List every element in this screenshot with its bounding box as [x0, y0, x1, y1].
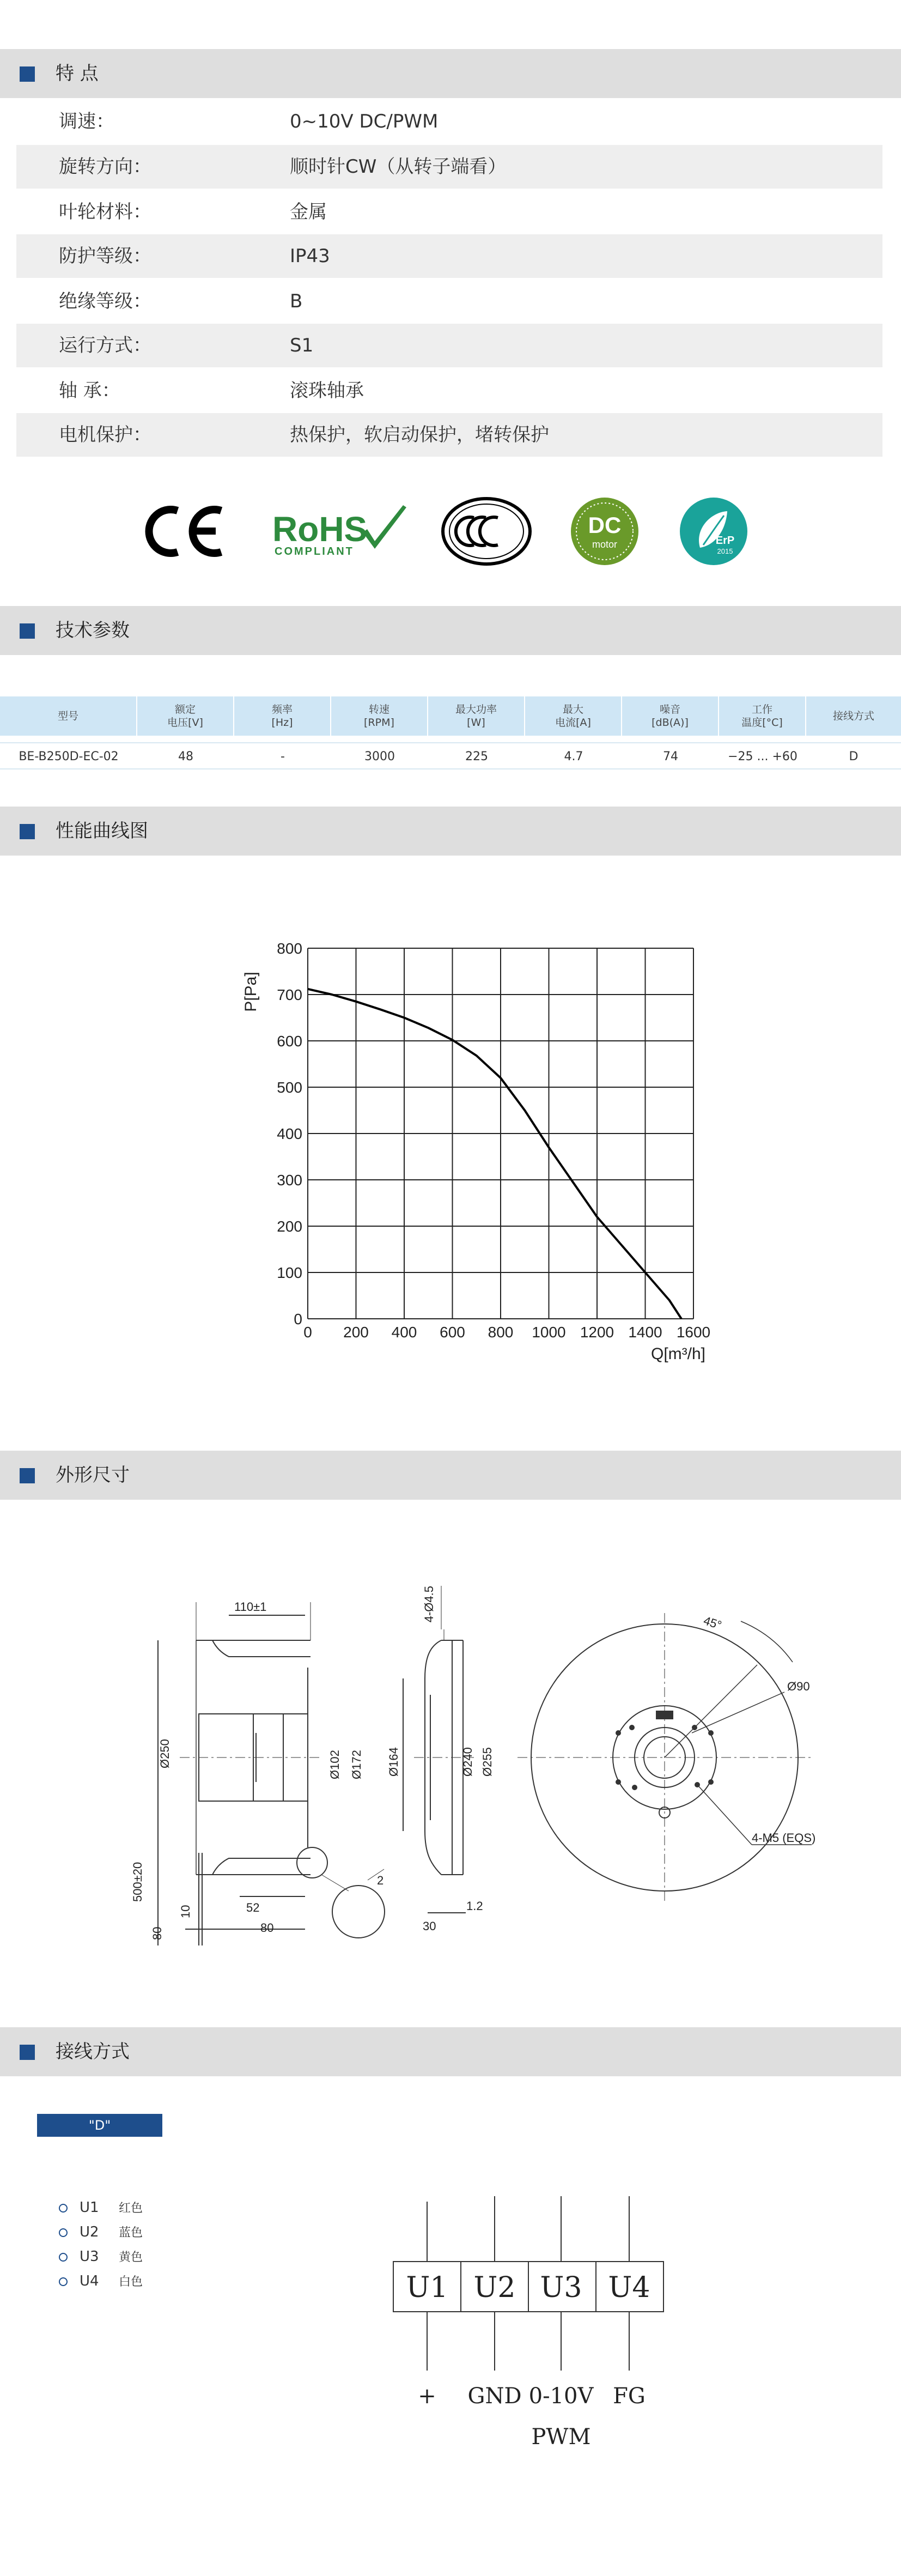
- section-marker-icon: [20, 623, 35, 639]
- spec-cell-frequency: -: [281, 749, 285, 763]
- dim-label: Ø90: [787, 1680, 810, 1693]
- spec-header-cell: 工作 温度[°C]: [719, 696, 806, 736]
- wire-color: 蓝色: [119, 2226, 143, 2240]
- bullet-icon: [59, 2204, 68, 2213]
- dim-label: 80: [260, 1921, 274, 1935]
- x-tick-label: 800: [488, 1324, 514, 1341]
- y-tick-label: 300: [277, 1172, 302, 1189]
- spec-header-cell: 转速 [RPM]: [331, 696, 428, 736]
- feature-label: 轴 承：: [59, 380, 120, 402]
- feature-row: [16, 190, 882, 234]
- wire-legend-item: [59, 2223, 143, 2242]
- spec-header-cell: 最大功率 [W]: [428, 696, 525, 736]
- feature-value: 滚珠轴承: [290, 380, 364, 402]
- terminal-block-diagram: [381, 2191, 686, 2474]
- svg-text:COMPLIANT: COMPLIANT: [275, 545, 354, 557]
- wire-legend-item: [59, 2272, 143, 2291]
- erp-2015-logo: [678, 496, 749, 567]
- signal-label: +: [418, 2384, 436, 2409]
- section-title: 接线方式: [56, 2041, 130, 2063]
- spec-cell-power: 225: [465, 749, 488, 763]
- svg-text:RoHS: RoHS: [272, 510, 368, 549]
- feature-row: [16, 413, 882, 457]
- svg-text:2015: 2015: [717, 547, 733, 555]
- wiring-type-tag: "D": [37, 2114, 162, 2137]
- dim-label: 110±1: [234, 1600, 267, 1614]
- dim-label: Ø255: [480, 1747, 494, 1777]
- feature-value: 顺时针CW（从转子端看）: [290, 156, 507, 178]
- terminal-label: U4: [608, 2271, 650, 2304]
- signal-sub-label: PWM: [531, 2425, 591, 2450]
- dc-motor-logo: [569, 496, 640, 567]
- section-title: 性能曲线图: [56, 820, 148, 842]
- wire-legend-item: [59, 2248, 143, 2266]
- feature-row: [16, 234, 882, 278]
- svg-text:ErP: ErP: [715, 535, 735, 547]
- wire-code: U4: [80, 2273, 99, 2289]
- dim-label: 45°: [702, 1613, 723, 1633]
- wire-code: U2: [80, 2224, 99, 2240]
- dim-label: Ø240: [461, 1747, 474, 1777]
- section-wiring-header: [0, 2027, 901, 2076]
- y-tick-label: 100: [277, 1264, 302, 1281]
- dim-label: 500±20: [131, 1862, 144, 1902]
- dim-label: 52: [246, 1901, 260, 1914]
- dim-label: 4-Ø4.5: [422, 1586, 436, 1623]
- y-tick-label: 200: [277, 1218, 302, 1235]
- feature-label: 调速：: [59, 111, 114, 132]
- signal-label: 0-10V: [528, 2384, 594, 2409]
- x-tick-label: 1200: [580, 1324, 614, 1341]
- spec-table-row: [0, 745, 901, 767]
- wire-code: U1: [80, 2199, 99, 2216]
- dim-label: 80: [150, 1926, 164, 1940]
- x-tick-label: 1400: [628, 1324, 662, 1341]
- ce-mark-logo: [139, 499, 227, 564]
- svg-text:DC: DC: [588, 512, 622, 538]
- spec-header-cell: 型号: [0, 696, 137, 736]
- spec-table-header: [0, 696, 901, 736]
- spec-cell-model: BE-B250D-EC-02: [19, 749, 119, 763]
- svg-text:motor: motor: [592, 539, 618, 550]
- x-tick-label: 1600: [676, 1324, 711, 1341]
- section-marker-icon: [20, 824, 35, 839]
- y-tick-label: 600: [277, 1033, 302, 1050]
- dim-label: 10: [179, 1905, 192, 1918]
- dim-label: 30: [423, 1919, 436, 1933]
- bullet-icon: [59, 2277, 68, 2286]
- dim-label: Ø102: [328, 1750, 342, 1779]
- spec-header-cell: 接线方式: [832, 710, 874, 722]
- spec-header-cell: 噪音 [dB(A)]: [622, 696, 719, 736]
- feature-value: IP43: [290, 245, 330, 267]
- feature-value: 0~10V DC/PWM: [290, 111, 439, 132]
- wire-code: U3: [80, 2248, 99, 2265]
- feature-label: 运行方式：: [59, 335, 151, 356]
- spec-cell-voltage: 48: [178, 749, 193, 763]
- section-specs-header: [0, 606, 901, 655]
- dim-label: Ø172: [350, 1750, 363, 1779]
- spec-cell-wiring: D: [849, 749, 859, 763]
- performance-curve-chart: [229, 926, 719, 1384]
- x-tick-label: 0: [303, 1324, 312, 1341]
- feature-label: 防护等级：: [59, 245, 151, 267]
- x-tick-label: 600: [440, 1324, 465, 1341]
- table-divider: [0, 742, 901, 743]
- y-tick-label: 800: [277, 940, 302, 957]
- wire-color: 红色: [119, 2202, 143, 2215]
- terminal-label: U3: [540, 2271, 582, 2304]
- section-curve-header: [0, 807, 901, 856]
- section-marker-icon: [20, 2045, 35, 2060]
- spec-header-cell: 频率 [Hz]: [234, 696, 331, 736]
- feature-value: 热保护，软启动保护，堵转保护: [290, 424, 549, 446]
- outline-dimension-drawing: [125, 1569, 833, 1973]
- section-title: 特 点: [56, 63, 99, 84]
- x-tick-label: 200: [343, 1324, 369, 1341]
- dim-label: 1.2: [466, 1899, 483, 1913]
- wire-color: 白色: [119, 2275, 143, 2289]
- dim-label: 4-M5 (EQS): [752, 1831, 816, 1845]
- section-title: 技术参数: [56, 620, 130, 641]
- signal-label: FG: [613, 2384, 646, 2409]
- performance-curve-line: [308, 989, 681, 1319]
- signal-label: GND: [467, 2384, 522, 2409]
- spec-header-cell: 额定 电压[V]: [137, 696, 234, 736]
- dim-label: Ø250: [158, 1739, 172, 1768]
- feature-label: 电机保护：: [59, 424, 151, 446]
- ccc-certification-logo: [440, 496, 533, 567]
- front-view: [518, 1613, 812, 1902]
- spec-cell-noise: 74: [663, 749, 678, 763]
- dim-label: Ø164: [387, 1747, 400, 1777]
- section-marker-icon: [20, 1468, 35, 1483]
- section-marker-icon: [20, 66, 35, 82]
- spec-cell-current: 4.7: [564, 749, 583, 763]
- bullet-icon: [59, 2253, 68, 2262]
- section-title: 外形尺寸: [56, 1464, 130, 1486]
- feature-label: 旋转方向：: [59, 156, 151, 178]
- x-tick-label: 1000: [532, 1324, 566, 1341]
- feature-row: [16, 145, 882, 189]
- y-tick-label: 0: [294, 1311, 302, 1328]
- feature-value: 金属: [290, 201, 327, 223]
- feature-row: [16, 324, 882, 367]
- spec-cell-speed: 3000: [364, 749, 395, 763]
- wire-color: 黄色: [119, 2251, 143, 2264]
- dim-label: 2: [377, 1874, 384, 1887]
- x-tick-label: 400: [391, 1324, 417, 1341]
- feature-value: B: [290, 290, 303, 312]
- bullet-icon: [59, 2228, 68, 2237]
- spec-header-cell: 最大 电流[A]: [525, 696, 622, 736]
- y-axis-label: P[Pa]: [242, 972, 260, 1012]
- feature-row: [16, 100, 882, 143]
- y-tick-label: 400: [277, 1125, 302, 1142]
- rohs-compliant-logo: [270, 499, 412, 564]
- section-features-header: [0, 49, 901, 98]
- terminal-label: U2: [473, 2271, 516, 2304]
- feature-label: 绝缘等级：: [59, 290, 151, 312]
- spec-cell-temperature: −25 ... +60: [728, 749, 797, 763]
- table-divider: [0, 768, 901, 769]
- wire-legend-item: [59, 2199, 143, 2217]
- feature-row: [16, 280, 882, 323]
- terminal-label: U1: [406, 2271, 448, 2304]
- x-axis-label: Q[m³/h]: [650, 1345, 705, 1363]
- feature-label: 叶轮材料：: [59, 201, 151, 223]
- y-tick-label: 500: [277, 1079, 302, 1096]
- feature-row: [16, 369, 882, 413]
- section-dimensions-header: [0, 1451, 901, 1500]
- y-tick-label: 700: [277, 986, 302, 1003]
- feature-value: S1: [290, 335, 314, 356]
